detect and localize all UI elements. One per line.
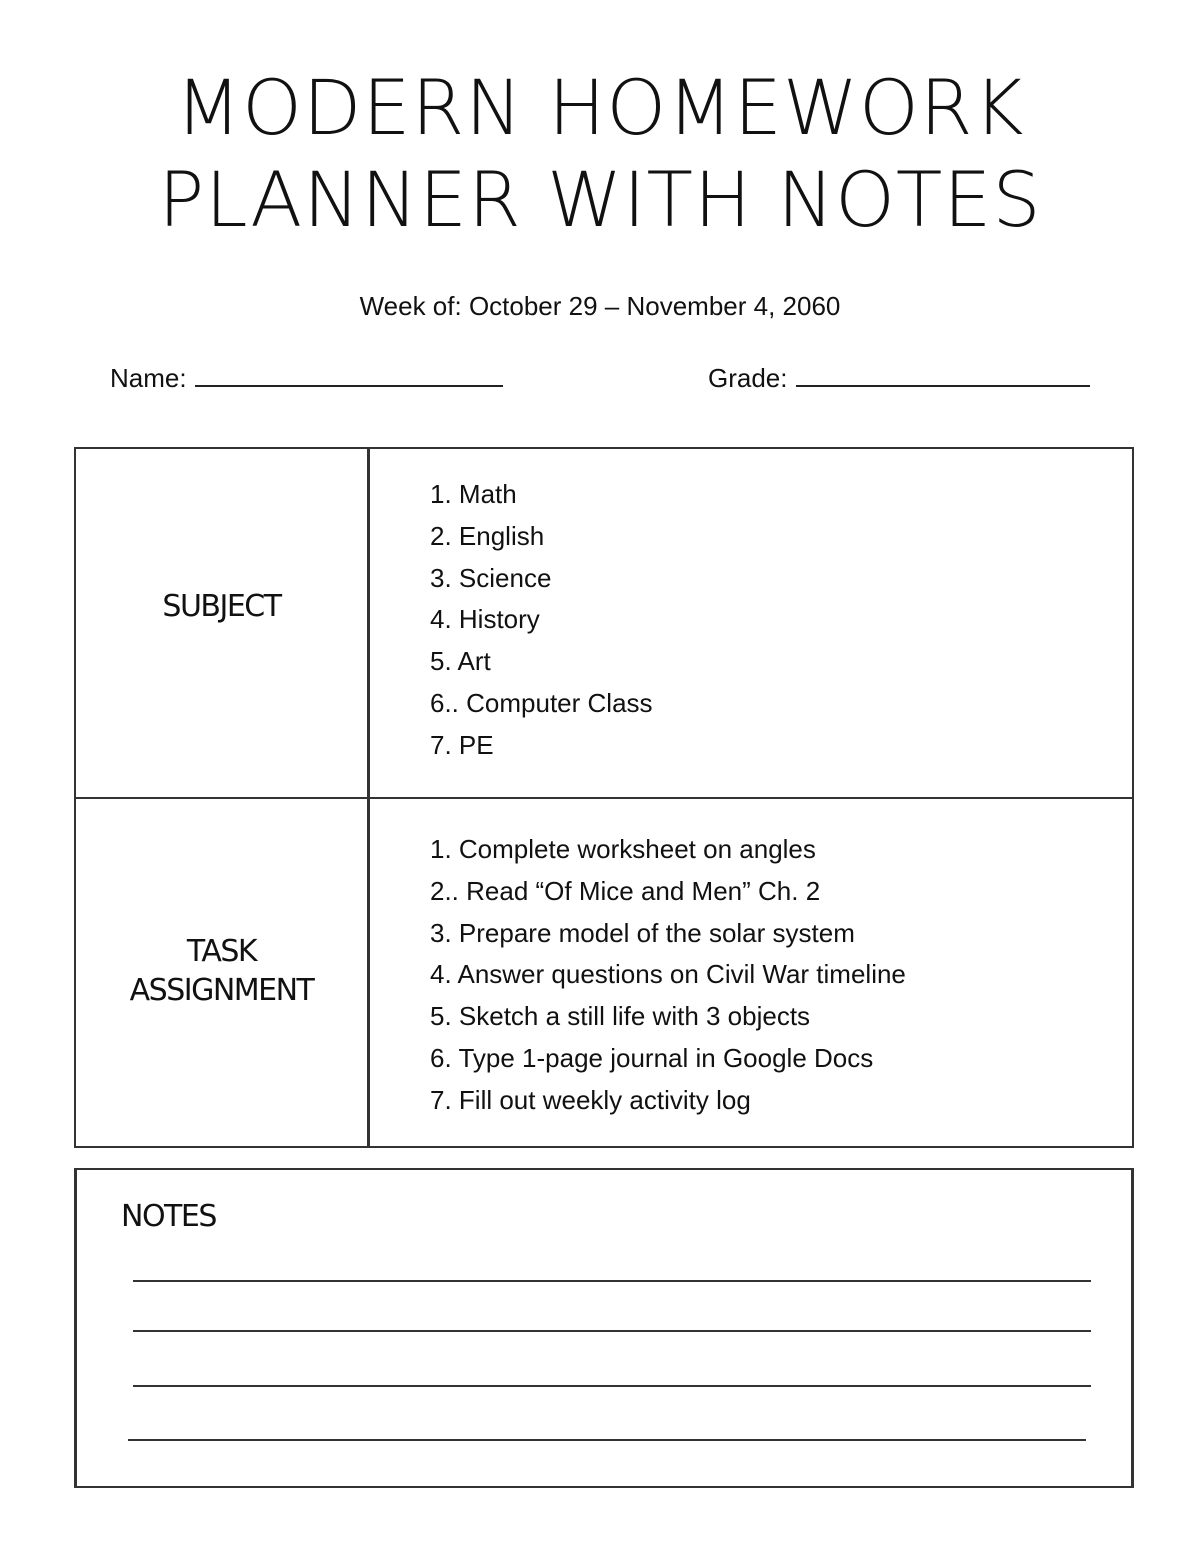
subject-list <box>430 474 653 767</box>
subject-item: 1. Math <box>430 479 517 509</box>
name-field <box>110 362 503 394</box>
task-item: 1. Complete worksheet on angles <box>430 834 816 864</box>
task-label-line-2: ASSIGNMENT <box>129 973 314 1008</box>
subject-item: 5. Art <box>430 646 491 677</box>
task-item: 5. Sketch a still life with 3 objects <box>430 1001 811 1032</box>
subject-item: 3. Science <box>430 562 552 593</box>
subject-item: 7. PE <box>430 729 494 760</box>
title-line-1: MODERN HOMEWORK <box>175 63 1025 152</box>
grade-blank-line[interactable] <box>796 363 1090 387</box>
task-item: 2.. Read “Of Mice and Men” Ch. 2 <box>430 875 821 906</box>
task-item: 4. Answer questions on Civil War timeline <box>430 959 906 990</box>
note-line[interactable] <box>133 1385 1091 1387</box>
week-of-text: Week of: October 29 – November 4, 2060 <box>359 291 841 321</box>
task-assignment-label <box>76 932 367 1010</box>
grade-field <box>708 362 1090 394</box>
subject-item: 2. English <box>430 520 545 551</box>
task-list <box>430 829 906 1122</box>
note-line[interactable] <box>133 1330 1091 1332</box>
grade-label: Grade: <box>708 363 788 393</box>
notes-title: NOTES <box>121 1199 216 1234</box>
task-item: 6. Type 1-page journal in Google Docs <box>430 1042 874 1073</box>
note-line[interactable] <box>133 1280 1091 1282</box>
name-label: Name: <box>110 363 187 393</box>
note-line[interactable] <box>128 1439 1086 1441</box>
task-item: 3. Prepare model of the solar system <box>430 917 855 948</box>
task-item: 7. Fill out weekly activity log <box>430 1084 751 1115</box>
name-blank-line[interactable] <box>195 363 503 387</box>
subject-label: SUBJECT <box>162 589 281 624</box>
table-row-divider <box>76 797 1132 799</box>
page-title <box>0 62 1200 246</box>
title-line-2: PLANNER WITH NOTES <box>158 155 1042 244</box>
subject-item: 6.. Computer Class <box>430 687 653 718</box>
notes-box <box>74 1168 1134 1488</box>
homework-table <box>74 447 1134 1148</box>
subject-item: 4. History <box>430 604 540 635</box>
task-label-line-1: TASK <box>186 934 257 969</box>
